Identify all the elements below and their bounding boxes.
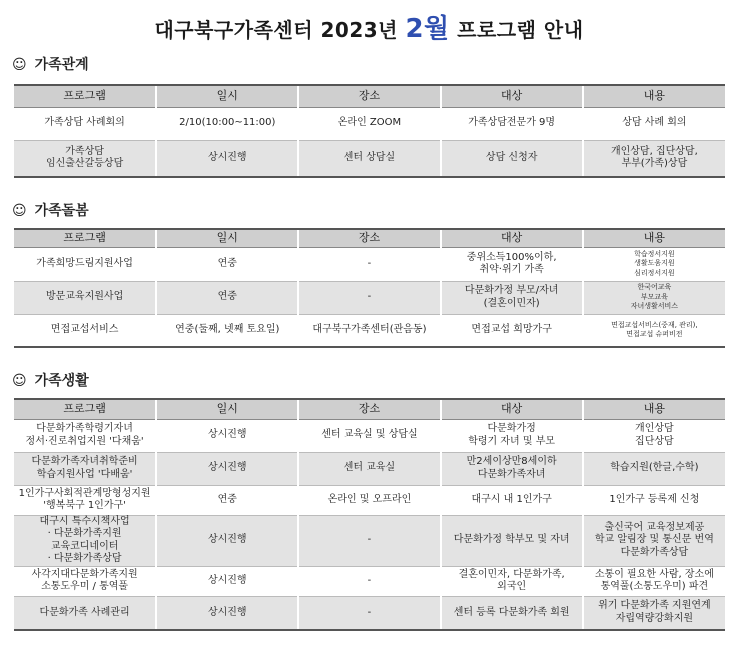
program-cell bbox=[14, 515, 156, 566]
cell-text: 다문화가정 bbox=[487, 423, 536, 434]
cell-text: 센터 상담실 bbox=[343, 152, 396, 163]
section-title: 가족돌봄 bbox=[34, 203, 89, 219]
cell-text: 센터 등록 다문화가족 회원 bbox=[453, 606, 570, 618]
cell-text: 학령기 자녀 및 부모 bbox=[468, 435, 556, 447]
content-cell bbox=[583, 419, 725, 452]
cell-text: 2/10(10:00~11:00) bbox=[179, 117, 276, 129]
program-cell bbox=[14, 140, 156, 177]
cell-text: 상시진행 bbox=[207, 152, 247, 163]
table-row bbox=[14, 566, 725, 596]
cell-text: 학습지원(한글,수학) bbox=[610, 462, 699, 474]
cell-text: 연중 bbox=[217, 257, 237, 269]
place-cell bbox=[298, 419, 440, 452]
column-header: 장소 bbox=[298, 229, 440, 247]
cell-text: 개인상담, 집단상담, bbox=[610, 145, 698, 157]
cell-text: 심리정서지원 bbox=[634, 268, 675, 277]
cell-text: '행복북구 1인가구' bbox=[43, 500, 126, 511]
cell-text: 다문화가족상담 bbox=[620, 546, 689, 558]
target-cell bbox=[441, 419, 583, 452]
cell-text: 개인상담 bbox=[635, 423, 674, 434]
date-cell bbox=[156, 107, 298, 140]
target-cell bbox=[441, 566, 583, 596]
cell-text: 만2세이상만8세이하 bbox=[466, 456, 557, 467]
cell-text: 부부(가족)상담 bbox=[621, 158, 688, 170]
cell-text: 외국인 bbox=[497, 581, 527, 592]
cell-text: 위기 다문화가족 지원연계 bbox=[598, 600, 711, 612]
cell-text: 집단상담 bbox=[635, 435, 674, 447]
content-cell bbox=[583, 107, 725, 140]
cell-text: 다문화가족자녀 bbox=[477, 468, 546, 480]
cell-text: 자립역량강화지원 bbox=[615, 612, 694, 624]
column-header: 대상 bbox=[441, 229, 583, 247]
place-cell bbox=[298, 596, 440, 630]
column-header: 대상 bbox=[441, 399, 583, 419]
cell-text: 소통도우미 / 통역풀 bbox=[41, 581, 129, 592]
table-row bbox=[14, 107, 725, 140]
program-cell bbox=[14, 281, 156, 314]
column-header: 프로그램 bbox=[14, 399, 156, 419]
target-cell bbox=[441, 515, 583, 566]
place-cell bbox=[298, 566, 440, 596]
cell-text: 1인가구 등록제 신청 bbox=[609, 493, 700, 505]
program-cell bbox=[14, 485, 156, 515]
section-title: 가족관계 bbox=[34, 57, 89, 73]
page-title bbox=[0, 8, 738, 45]
table-row bbox=[14, 419, 725, 452]
content-cell bbox=[583, 247, 725, 281]
content-cell bbox=[583, 281, 725, 314]
cell-text: - bbox=[367, 606, 372, 618]
column-header: 장소 bbox=[298, 399, 440, 419]
cell-text: 중위소득100%이하, bbox=[466, 251, 557, 263]
title-suffix: 프로그램 안내 bbox=[449, 18, 584, 42]
cell-text: 가족상담 사례회의 bbox=[44, 117, 125, 129]
content-cell bbox=[583, 596, 725, 630]
cell-text: 학교 알림장 및 통신문 번역 bbox=[594, 534, 714, 546]
date-cell bbox=[156, 485, 298, 515]
cell-text: (결혼이민자) bbox=[483, 297, 540, 309]
cell-text: 결혼이민자, 다문화가족, bbox=[458, 568, 565, 580]
cell-text: 생활도움지원 bbox=[634, 259, 675, 268]
cell-text: 면접교섭 희망가구 bbox=[471, 324, 552, 335]
content-cell bbox=[583, 485, 725, 515]
cell-text: - bbox=[367, 257, 372, 269]
cell-text: 상시진행 bbox=[207, 574, 247, 586]
date-cell bbox=[156, 515, 298, 566]
content-cell bbox=[583, 566, 725, 596]
target-cell bbox=[441, 314, 583, 347]
cell-text: 연중 bbox=[217, 291, 237, 303]
place-cell bbox=[298, 107, 440, 140]
cell-text: - bbox=[367, 574, 372, 586]
table-row bbox=[14, 140, 725, 177]
family-care-table bbox=[14, 228, 725, 348]
table-row bbox=[14, 515, 725, 566]
section-title: 가족생활 bbox=[34, 373, 89, 389]
family-life-table bbox=[14, 398, 725, 631]
date-cell bbox=[156, 566, 298, 596]
date-cell bbox=[156, 140, 298, 177]
cell-text: 상시진행 bbox=[207, 429, 247, 441]
cell-text: 센터 교육실 bbox=[343, 462, 396, 474]
cell-text: 가족희망드림지원사업 bbox=[36, 257, 133, 269]
program-cell bbox=[14, 419, 156, 452]
place-cell bbox=[298, 515, 440, 566]
column-header: 프로그램 bbox=[14, 229, 156, 247]
column-header: 일시 bbox=[156, 85, 298, 107]
target-cell bbox=[441, 107, 583, 140]
place-cell bbox=[298, 314, 440, 347]
cell-text: 교육코디네이터 bbox=[50, 540, 119, 552]
cell-text: - bbox=[367, 291, 372, 303]
cell-text: 부모교육 bbox=[640, 292, 668, 301]
column-header: 내용 bbox=[583, 85, 725, 107]
cell-text: 가족상담 bbox=[65, 145, 104, 157]
program-cell bbox=[14, 247, 156, 281]
title-month: 2월 bbox=[405, 14, 450, 44]
content-cell bbox=[583, 140, 725, 177]
column-header: 장소 bbox=[298, 85, 440, 107]
place-cell bbox=[298, 140, 440, 177]
smiley-icon: ☺ bbox=[12, 373, 27, 389]
cell-text: · 다문화가족지원 bbox=[47, 528, 122, 539]
cell-text: 상시진행 bbox=[207, 462, 247, 474]
cell-text: 면접교섭서비스(중재, 관리), bbox=[611, 320, 698, 329]
date-cell bbox=[156, 281, 298, 314]
smiley-icon: ☺ bbox=[12, 203, 27, 219]
cell-text: 소통이 필요한 사람, 장소에 bbox=[594, 568, 714, 580]
program-cell bbox=[14, 596, 156, 630]
target-cell bbox=[441, 596, 583, 630]
title-prefix: 대구북구가족센터 2023년 bbox=[154, 18, 406, 42]
content-cell bbox=[583, 314, 725, 347]
table-row bbox=[14, 247, 725, 281]
cell-text: 면접교섭서비스 bbox=[50, 324, 119, 335]
cell-text: 가족상담전문가 9명 bbox=[468, 117, 556, 129]
table-row bbox=[14, 314, 725, 347]
column-header: 내용 bbox=[583, 399, 725, 419]
place-cell bbox=[298, 452, 440, 485]
cell-text: 통역풀(소통도우미) 파견 bbox=[600, 581, 709, 592]
table-row bbox=[14, 596, 725, 630]
cell-text: · 다문화가족상담 bbox=[47, 553, 122, 564]
date-cell bbox=[156, 247, 298, 281]
cell-text: 방문교육지원사업 bbox=[45, 291, 124, 303]
date-cell bbox=[156, 596, 298, 630]
column-header: 일시 bbox=[156, 229, 298, 247]
cell-text: 다문화가족 사례관리 bbox=[39, 606, 130, 618]
table-row bbox=[14, 485, 725, 515]
cell-text: 대구북구가족센터(관음동) bbox=[312, 324, 427, 335]
cell-text: 다문화가정 학부모 및 자녀 bbox=[453, 534, 570, 546]
column-header: 대상 bbox=[441, 85, 583, 107]
cell-text: 취약·위기 가족 bbox=[479, 264, 544, 275]
cell-text: 사각지대다문화가족지원 bbox=[31, 568, 138, 580]
program-cell bbox=[14, 314, 156, 347]
cell-text: 대구시 특수시책사업 bbox=[39, 515, 130, 527]
cell-text: 임신출산갈등상담 bbox=[45, 158, 124, 170]
date-cell bbox=[156, 314, 298, 347]
column-header: 내용 bbox=[583, 229, 725, 247]
cell-text: 온라인 ZOOM bbox=[337, 117, 402, 129]
cell-text: 상시진행 bbox=[207, 534, 247, 546]
cell-text: 연중 bbox=[217, 493, 237, 505]
date-cell bbox=[156, 419, 298, 452]
place-cell bbox=[298, 281, 440, 314]
cell-text: 상담 사례 회의 bbox=[622, 117, 687, 129]
cell-text: 학습정서지원 bbox=[634, 249, 675, 258]
smiley-icon: ☺ bbox=[12, 57, 27, 73]
cell-text: 다문화가정 부모/자녀 bbox=[464, 285, 559, 296]
cell-text: 센터 교육실 및 상담실 bbox=[321, 429, 418, 441]
cell-text: 온라인 및 오프라인 bbox=[327, 493, 412, 505]
section-heading-family-care bbox=[12, 200, 89, 220]
table-row bbox=[14, 452, 725, 485]
content-cell bbox=[583, 515, 725, 566]
target-cell bbox=[441, 247, 583, 281]
cell-text: 연중(둘째, 넷째 토요일) bbox=[175, 324, 280, 335]
table-row bbox=[14, 281, 725, 314]
cell-text: 대구시 내 1인가구 bbox=[471, 493, 552, 505]
section-heading-family-life bbox=[12, 370, 89, 390]
section-heading-family-relations bbox=[12, 54, 89, 74]
place-cell bbox=[298, 247, 440, 281]
target-cell bbox=[441, 452, 583, 485]
cell-text: 한국어교육 bbox=[637, 283, 672, 292]
target-cell bbox=[441, 140, 583, 177]
cell-text: 상시진행 bbox=[207, 606, 247, 618]
column-header: 프로그램 bbox=[14, 85, 156, 107]
cell-text: - bbox=[367, 534, 372, 546]
program-cell bbox=[14, 107, 156, 140]
place-cell bbox=[298, 485, 440, 515]
program-cell bbox=[14, 452, 156, 485]
cell-text: 학습지원사업 '다배움' bbox=[36, 468, 133, 480]
column-header: 일시 bbox=[156, 399, 298, 419]
cell-text: 다문화가족학령기자녀 bbox=[36, 423, 133, 434]
date-cell bbox=[156, 452, 298, 485]
target-cell bbox=[441, 281, 583, 314]
cell-text: 자녀생활서비스 bbox=[630, 302, 679, 311]
cell-text: 다문화가족자녀취학준비 bbox=[31, 456, 138, 467]
family-relations-table bbox=[14, 84, 725, 178]
cell-text: 면접교섭 슈퍼비전 bbox=[626, 330, 683, 339]
cell-text: 상담 신청자 bbox=[485, 152, 538, 163]
cell-text: 1인가구사회적관계망형성지원 bbox=[18, 487, 151, 499]
program-cell bbox=[14, 566, 156, 596]
cell-text: 정서·진로취업지원 '다채움' bbox=[25, 435, 144, 447]
target-cell bbox=[441, 485, 583, 515]
cell-text: 출신국어 교육정보제공 bbox=[604, 521, 705, 533]
content-cell bbox=[583, 452, 725, 485]
